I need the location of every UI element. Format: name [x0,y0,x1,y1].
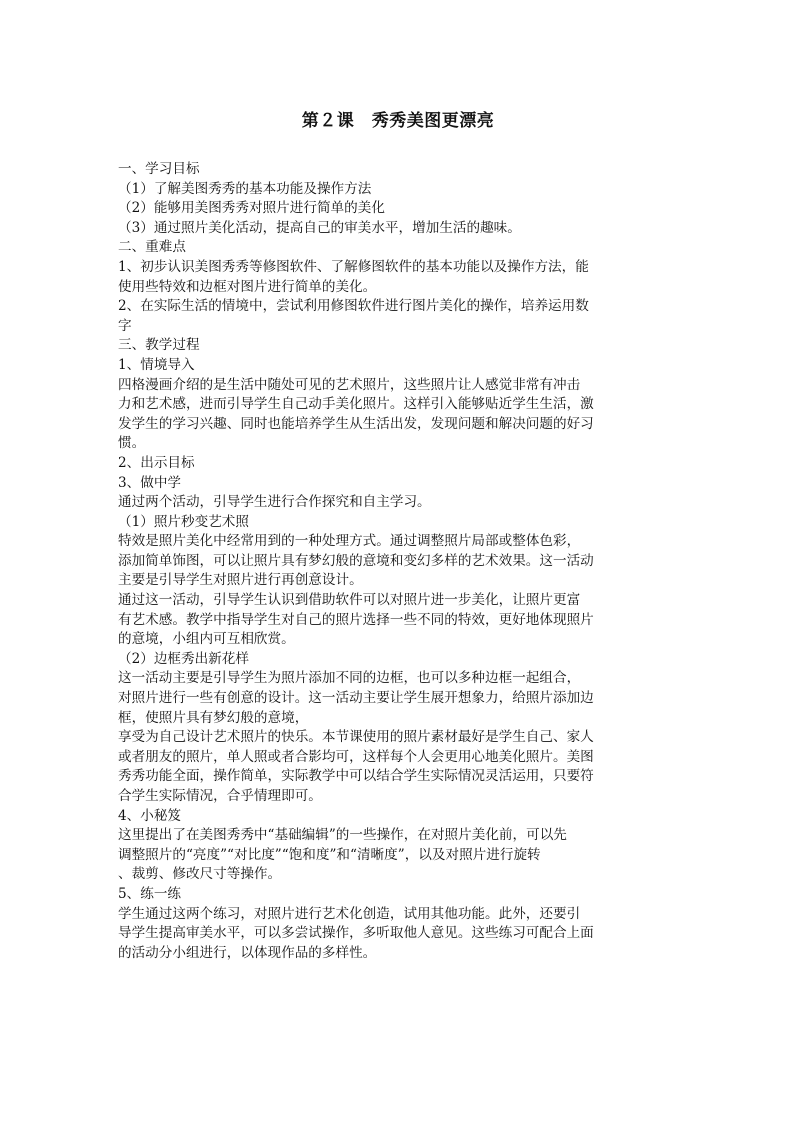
text-line: 的活动分小组进行，以体现作品的多样性。 [118,944,377,961]
text-line: 使用些特效和边框对图片进行简单的美化。 [118,278,377,295]
text-line: 3、做中学 [118,474,182,491]
text-line: 享受为自己设计艺术照片的快乐。本节课使用的照片素材最好是学生自己、家人 [118,729,594,746]
text-line: 导学生提高审美水平，可以多尝试操作，多听取他人意见。这些练习可配合上面 [118,925,594,942]
text-line: （3）通过照片美化活动，提高自己的审美水平，增加生活的趣味。 [118,219,521,236]
text-line: 字 [118,317,132,334]
text-line: 这一活动主要是引导学生为照片添加不同的边框，也可以多种边框一起组合， [118,670,581,687]
text-line: 特效是照片美化中经常用到的一种处理方式。通过调整照片局部或整体色彩， [118,533,581,550]
text-line: 力和艺术感，进而引导学生自己动手美化照片。这样引入能够贴近学生生活，激 [118,396,594,413]
lesson-title: 第２课 秀秀美图更漂亮 [301,111,495,131]
text-line: 4、小秘笈 [118,807,182,824]
text-line: 一、学习目标 [118,161,200,177]
text-line: 1、初步认识美图秀秀等修图软件、了解修图软件的基本功能以及操作方法，能 [118,258,589,275]
document-body [118,160,678,963]
text-line: 通过两个活动，引导学生进行合作探究和自主学习。 [118,494,431,511]
text-line: （2）能够用美图秀秀对照片进行简单的美化 [118,200,385,217]
text-line: 四格漫画介绍的是生活中随处可见的艺术照片，这些照片让人感觉非常有冲击 [118,376,581,393]
text-line: （1）了解美图秀秀的基本功能及操作方法 [118,180,372,197]
text-line: 通过这一活动，引导学生认识到借助软件可以对照片进一步美化，让照片更富 [118,592,581,609]
text-line: 主要是引导学生对照片进行再创意设计。 [118,572,363,589]
text-line: 有艺术感。教学中指导学生对自己的照片选择一些不同的特效，更好地体现照片 [118,611,594,628]
text-line: 惯。 [118,435,146,452]
text-line: 合学生实际情况，合乎情理即可。 [118,788,322,804]
text-line: 秀秀功能全面，操作简单，实际教学中可以结合学生实际情况灵活运用，只要符 [118,768,594,785]
text-line: 三、教学过程 [118,337,200,354]
text-line: 添加简单饰图，可以让照片具有梦幻般的意境和变幻多样的艺术效果。这一活动 [118,552,594,569]
text-line: 5、练一练 [118,885,182,902]
text-line: 2、出示目标 [118,454,195,471]
document-page [118,0,678,1123]
text-line: 1、情境导入 [118,356,195,373]
text-line: 框，使照片具有梦幻般的意境， [118,709,309,726]
text-line: 这里提出了在美图秀秀中“基础编辑”的一些操作，在对照片美化前，可以先 [118,827,567,844]
text-line: 的意境，小组内可互相欣赏。 [118,631,295,648]
text-line: 、裁剪、修改尺寸等操作。 [118,866,282,883]
text-line: 二、重难点 [118,239,186,256]
text-line: 调整照片的“亮度”“对比度”“饱和度”和“清晰度”，以及对照片进行旋转 [118,846,541,863]
text-line: 发学生的学习兴趣、同时也能培养学生从生活出发，发现问题和解决问题的好习 [118,415,594,432]
text-line: 学生通过这两个练习，对照片进行艺术化创造，试用其他功能。此外，还要引 [118,905,581,922]
text-line: 或者朋友的照片，单人照或者合影均可，这样每个人会更用心地美化照片。美图 [118,748,594,765]
text-line: （1）照片秒变艺术照 [118,513,249,530]
text-line: （2）边框秀出新花样 [118,650,249,667]
text-line: 对照片进行一些有创意的设计。这一活动主要让学生展开想象力，给照片添加边 [118,690,594,707]
text-line: 2、在实际生活的情境中，尝试利用修图软件进行图片美化的操作，培养运用数 [118,298,589,315]
